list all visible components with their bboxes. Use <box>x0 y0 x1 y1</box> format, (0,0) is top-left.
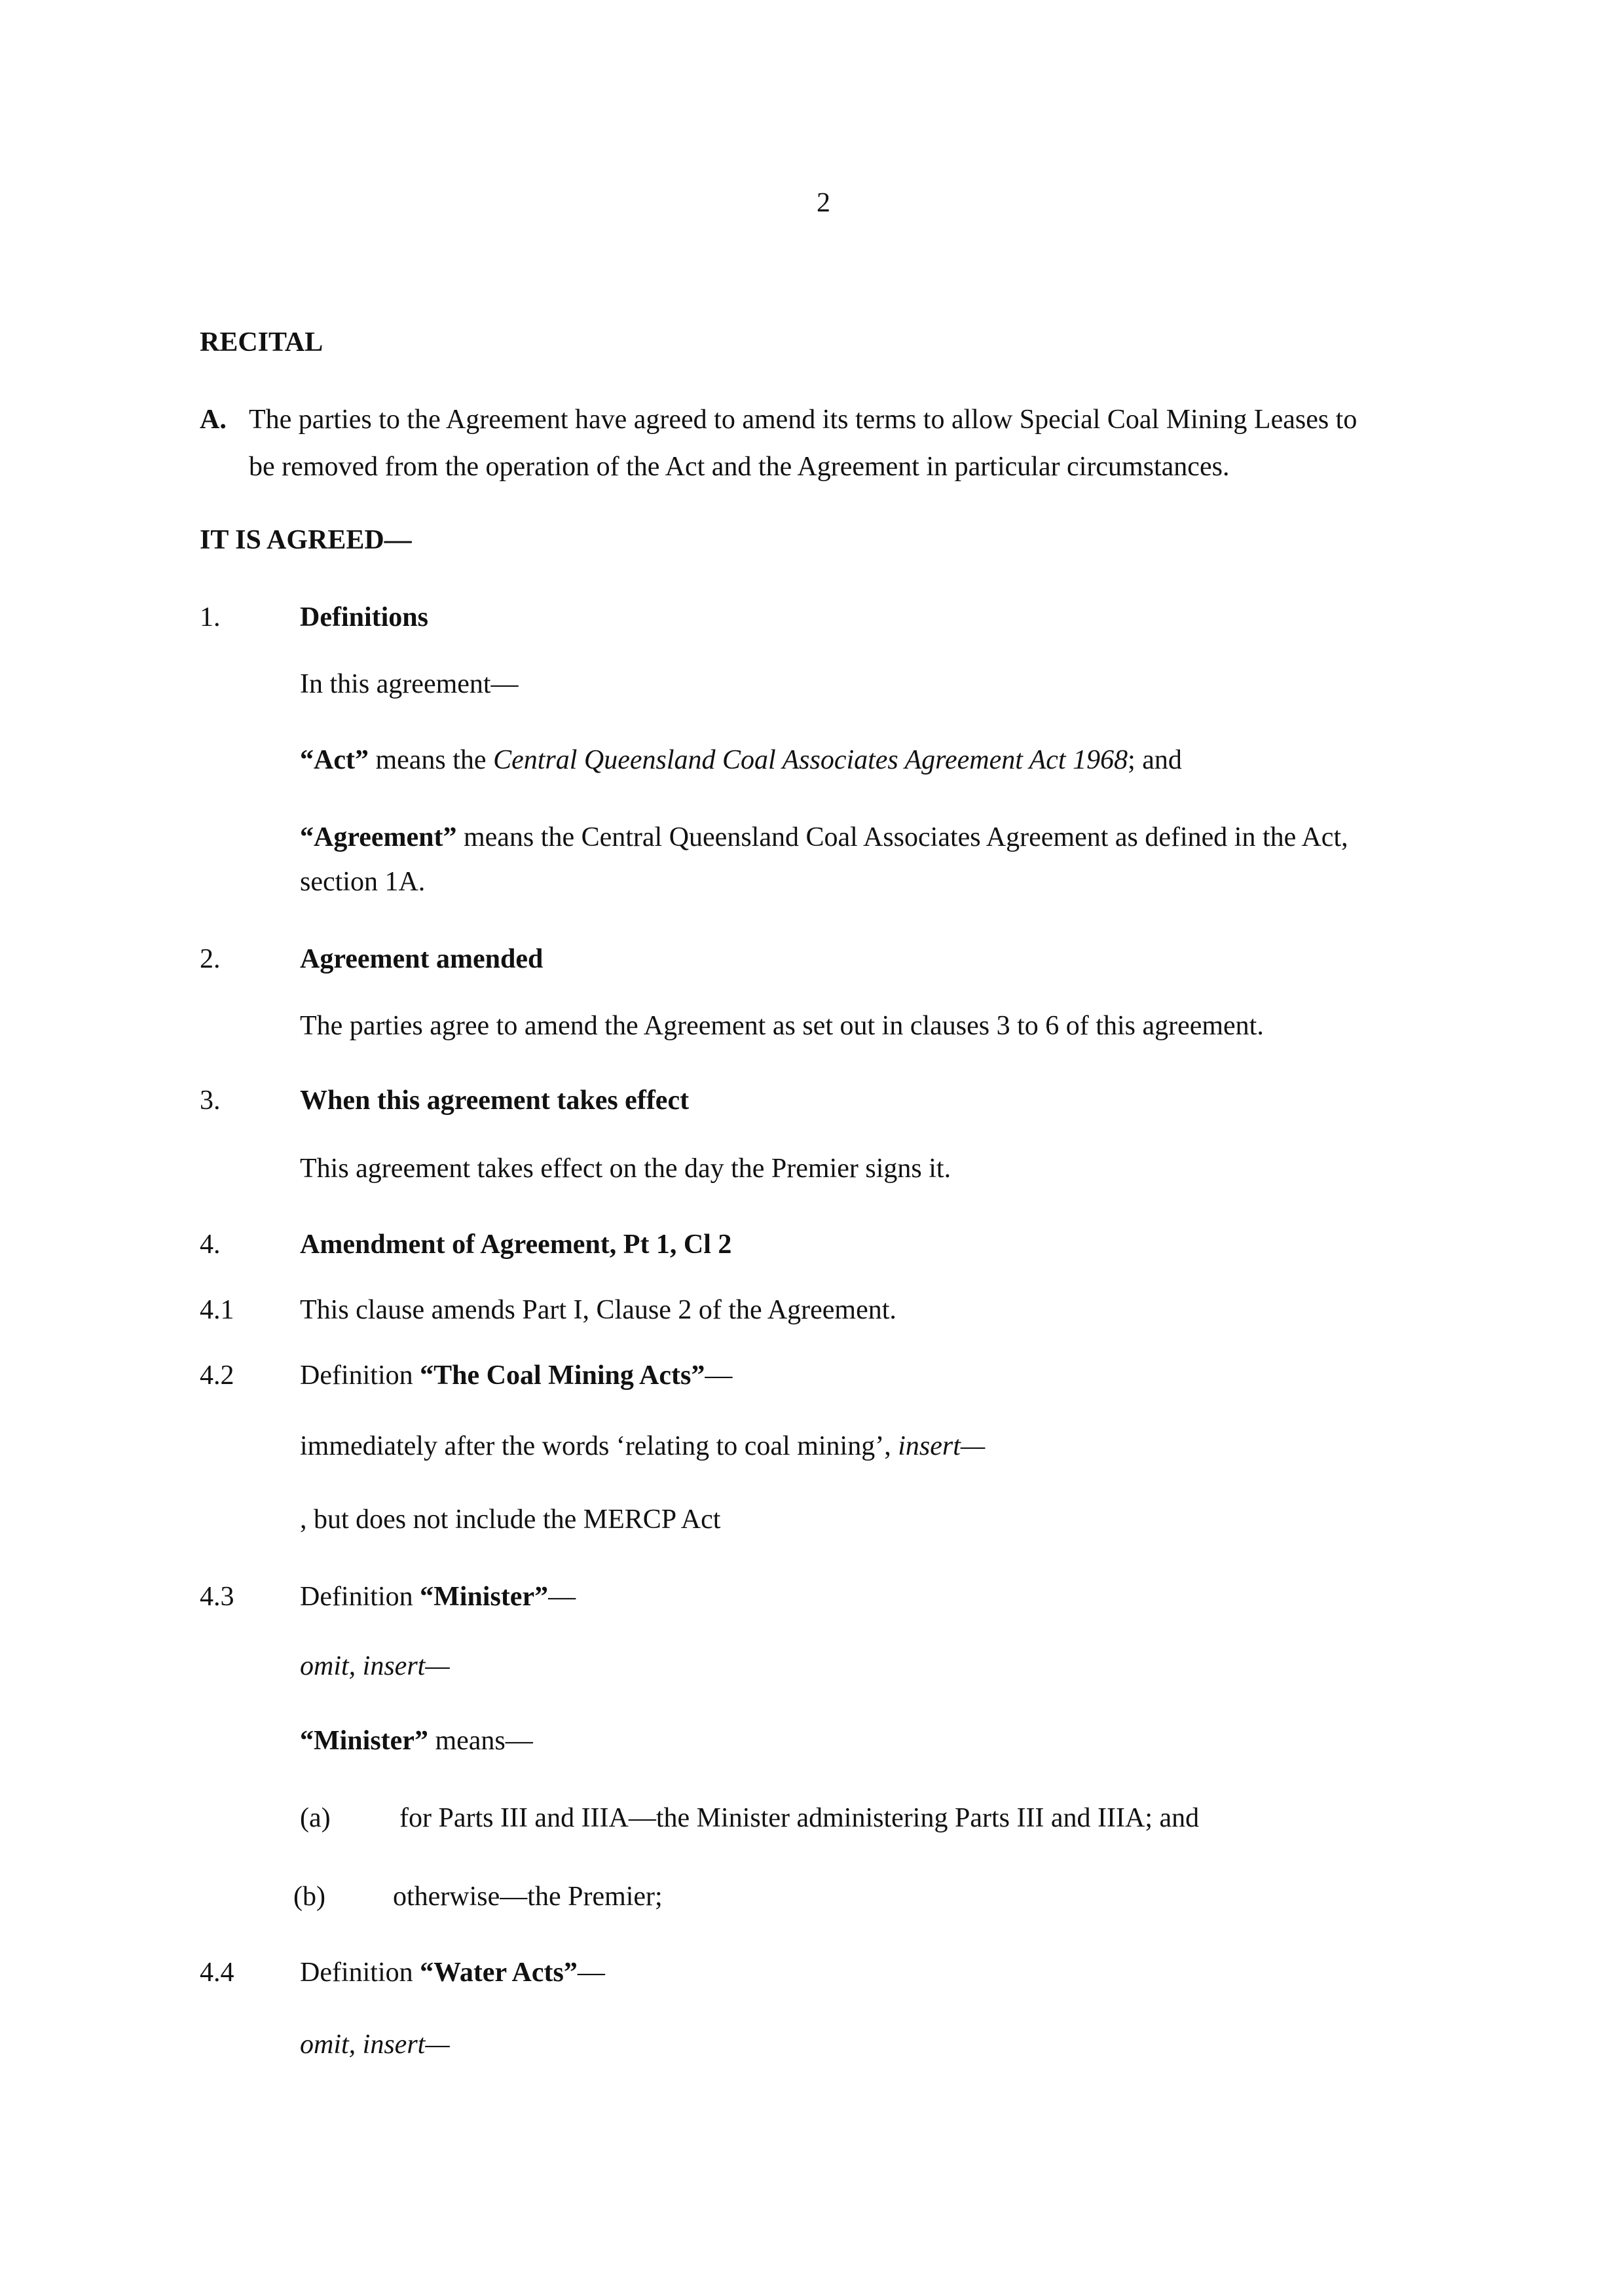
definition-agreement <box>300 821 1348 854</box>
clause-4-3-instruction: omit, insert— <box>300 1651 450 1681</box>
definition-agreement-line-2: section 1A. <box>300 867 426 897</box>
clause-4-3-prefix: Definition <box>300 1582 420 1612</box>
item-b-text: otherwise—the Premier; <box>393 1882 663 1912</box>
clause-4-2-dash: — <box>705 1360 733 1391</box>
clause-4-2-term: “The Coal Mining Acts” <box>420 1360 705 1391</box>
minister-definition-term: “Minister” <box>300 1726 428 1756</box>
clause-4-1-number: 4.1 <box>200 1295 234 1325</box>
clause-4-3-number: 4.3 <box>200 1582 234 1612</box>
recital-line-1: The parties to the Agreement have agreed to amend its terms to allow Special Coal Mining Leases to <box>249 405 1357 435</box>
clause-1-number: 1. <box>200 602 221 632</box>
clause-2-text: The parties agree to amend the Agreement as set out in clauses 3 to 6 of this agreement. <box>300 1011 1264 1041</box>
minister-definition-means: means— <box>428 1726 533 1756</box>
clause-4-3-dash: — <box>548 1582 576 1612</box>
clause-4-2-number: 4.2 <box>200 1360 234 1391</box>
definition-act <box>300 744 1182 776</box>
clause-4-3-term: “Minister” <box>420 1582 549 1612</box>
item-a-label: (a) <box>300 1803 331 1833</box>
clause-4-2-inserted-text: , but does not include the MERCP Act <box>300 1504 721 1535</box>
clause-4-4-instruction: omit, insert— <box>300 2030 450 2060</box>
clause-4-4-term: “Water Acts” <box>420 1958 578 1988</box>
clause-4-4-prefix: Definition <box>300 1958 420 1988</box>
clause-2-title: Agreement amended <box>300 944 544 974</box>
clause-3-title: When this agreement takes effect <box>300 1085 690 1116</box>
clause-4-2-heading <box>300 1359 732 1392</box>
definition-act-name: Central Queensland Coal Associates Agreement Act 1968 <box>493 745 1128 775</box>
clause-4-1-text: This clause amends Part I, Clause 2 of the Agreement. <box>300 1295 896 1325</box>
clause-4-2-prefix: Definition <box>300 1360 420 1391</box>
recital-heading: RECITAL <box>200 327 323 357</box>
definition-agreement-term: “Agreement” <box>300 822 457 852</box>
clause-4-title: Amendment of Agreement, Pt 1, Cl 2 <box>300 1230 732 1260</box>
clause-3-number: 3. <box>200 1085 221 1116</box>
clause-1-title: Definitions <box>300 602 429 632</box>
definition-act-means: means the <box>368 745 494 775</box>
clause-3-text: This agreement takes effect on the day the Premier signs it. <box>300 1154 951 1184</box>
clause-4-number: 4. <box>200 1230 221 1260</box>
definition-agreement-text: means the Central Queensland Coal Associates Agreement as defined in the Act, <box>456 822 1348 852</box>
minister-definition <box>300 1724 533 1757</box>
clause-4-2-instruction <box>300 1430 985 1463</box>
recital-label: A. <box>200 405 227 435</box>
page-number: 2 <box>817 188 830 218</box>
item-a-text: for Parts III and IIIA—the Minister administering Parts III and IIIA; and <box>399 1803 1200 1833</box>
clause-4-2-instruction-insert: insert— <box>898 1431 986 1461</box>
it-is-agreed-heading: IT IS AGREED— <box>200 525 412 555</box>
clause-4-2-instruction-text: immediately after the words ‘relating to coal mining’, <box>300 1431 898 1461</box>
clause-4-4-number: 4.4 <box>200 1958 234 1988</box>
recital-line-2: be removed from the operation of the Act and the Agreement in particular circumstances. <box>249 452 1230 482</box>
definition-act-end: ; and <box>1128 745 1182 775</box>
clause-4-4-dash: — <box>577 1958 605 1988</box>
clause-4-4-heading <box>300 1956 605 1989</box>
clause-1-intro: In this agreement— <box>300 669 519 699</box>
definition-act-term: “Act” <box>300 745 369 775</box>
clause-4-3-heading <box>300 1580 576 1613</box>
clause-2-number: 2. <box>200 944 221 974</box>
item-b-label: (b) <box>293 1882 325 1912</box>
